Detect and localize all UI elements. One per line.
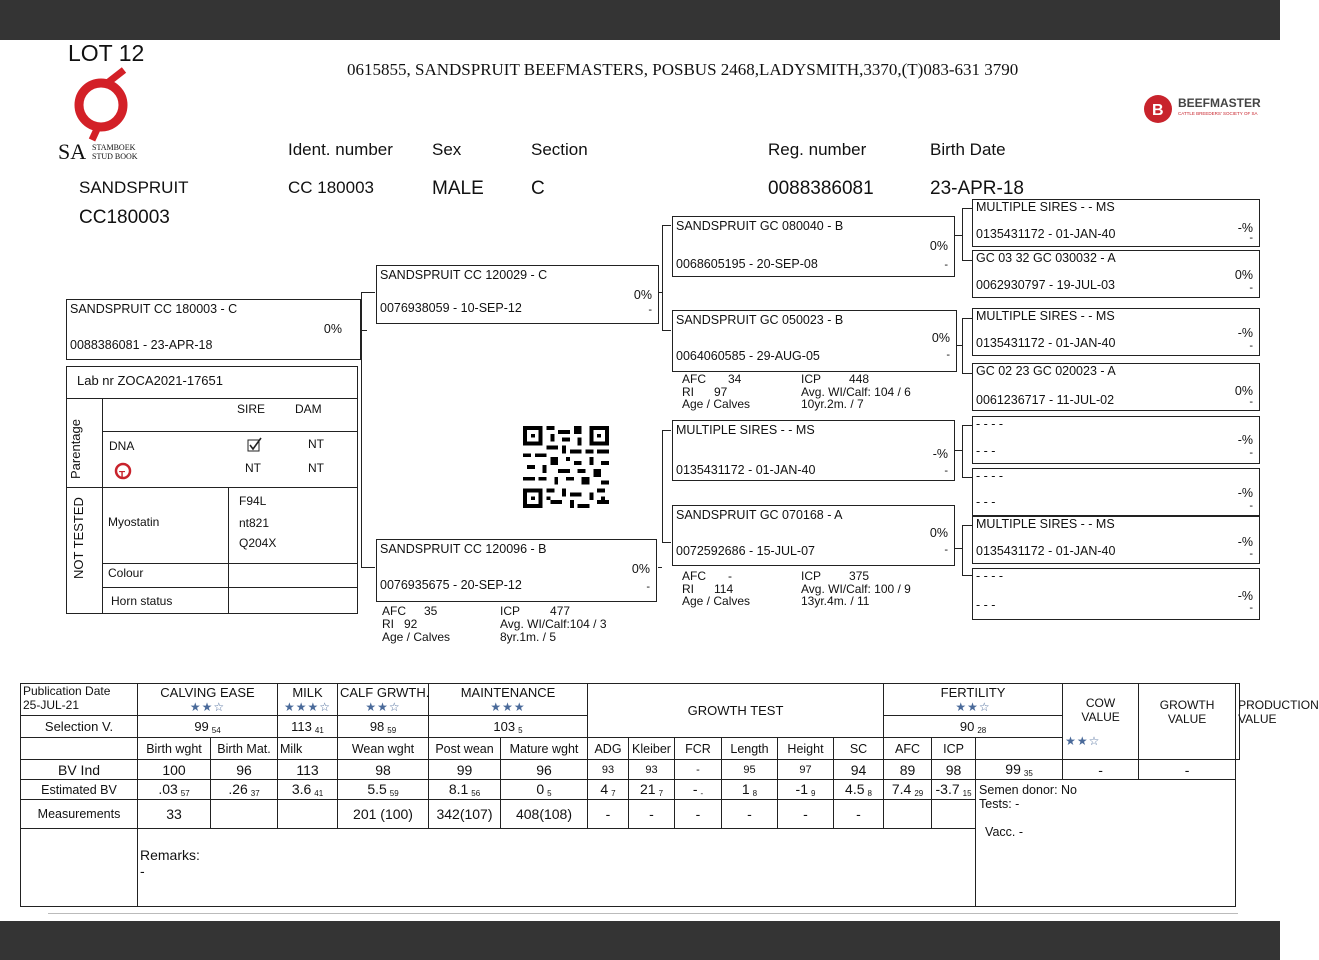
pedigree-gg-2	[972, 250, 1260, 298]
ds-dash: -	[944, 465, 948, 477]
selection-ce: 99 $_{54}$	[138, 716, 278, 738]
est-cell: 5.5 $_{59}$	[338, 780, 429, 800]
connector	[361, 292, 362, 567]
col-kleiber: Kleiber	[629, 738, 675, 760]
milk-stars: ★★★☆	[283, 700, 332, 715]
meas-cell	[278, 800, 338, 828]
g6-pct: -%	[1237, 486, 1253, 500]
cow-value-stars: ★★☆	[1065, 734, 1101, 748]
fertility-header	[884, 684, 1063, 716]
selection-fert: 90 $_{28}$	[884, 716, 1063, 738]
bv-ind-cell: -	[675, 760, 722, 780]
myostatin-f94l: F94L	[239, 494, 267, 508]
horn-status-label: Horn status	[111, 594, 173, 608]
bv-ind-cell: 95	[722, 760, 778, 780]
parentage-label: Parentage	[68, 419, 83, 479]
beefmaster-small-text: CATTLE BREEDERS' SOCIETY OF SA	[1178, 111, 1258, 116]
publication-date: 25-JUL-21	[23, 698, 80, 712]
bv-ind-cell: 98	[338, 760, 429, 780]
studbook-line1: STAMBOEK	[92, 143, 136, 152]
meas-cell: -	[778, 800, 834, 828]
self-id: 0088386081 - 23-APR-18	[70, 338, 213, 352]
pedigree-self	[66, 299, 361, 360]
production-value-header: PRODUCTION VALUE	[1236, 684, 1240, 760]
est-cell: 1 $_8$	[722, 780, 778, 800]
lab-number: Lab nr ZOCA2021-17651	[77, 373, 223, 388]
sd-afc: AFC 34	[682, 372, 742, 386]
connector	[662, 225, 671, 226]
dam-age: 8yr.1m. / 5	[500, 630, 557, 644]
pedigree-gg-1	[972, 199, 1260, 247]
meas-cell: 408(108)	[501, 800, 588, 828]
calving-ease-stars: ★★☆	[189, 700, 226, 715]
selection-maint: 103 $_5$	[429, 716, 588, 738]
connector	[662, 330, 671, 331]
birth-label: Birth Date	[930, 140, 1006, 159]
birth-value: 23-APR-18	[930, 178, 1024, 199]
meas-cell: -	[722, 800, 778, 828]
bv-ind-label: BV Ind	[21, 760, 138, 780]
ident-label: Ident. number	[288, 140, 393, 159]
footer-rule	[48, 913, 1238, 914]
breeding-values-table	[20, 683, 1319, 907]
g1-dash: -	[1249, 232, 1253, 244]
g4-dash: -	[1249, 396, 1253, 408]
gt-dam-value: NT	[308, 461, 324, 475]
animal-name: SANDSPRUIT	[79, 178, 189, 197]
dd-dash: -	[944, 544, 948, 556]
dam-ri: RI 92	[382, 617, 418, 631]
g5-id: - - -	[976, 444, 996, 458]
ident-value: CC 180003	[288, 178, 375, 197]
dam-avg: Avg. WI/Calf:104 / 3	[500, 617, 607, 631]
notes-cell	[976, 780, 1236, 907]
calving-ease-label: CALVING EASE	[160, 685, 255, 701]
sd-icp: ICP 448	[801, 372, 870, 386]
bv-ind-cell: 94	[834, 760, 884, 780]
connector	[962, 575, 972, 576]
g6-dash: -	[1249, 500, 1253, 512]
bv-ind-cell: 99	[429, 760, 501, 780]
selection-milk: 113 $_{41}$	[278, 716, 338, 738]
pedigree-gg-6	[972, 468, 1260, 516]
bv-ind-cell: 93	[629, 760, 675, 780]
myostatin-q204x: Q204X	[239, 536, 277, 550]
col-wean-wght: Wean wght	[338, 738, 429, 760]
pedigree-gg-7	[972, 516, 1260, 564]
bv-ind-cell: 113	[278, 760, 338, 780]
pedigree-dam-sire	[672, 420, 955, 481]
col-sc: SC	[834, 738, 884, 760]
bv-ind-growth-value: -	[1063, 760, 1139, 780]
dam-header: DAM	[295, 402, 322, 416]
dna-label: DNA	[109, 439, 135, 453]
selection-cg: 98 $_{59}$	[338, 716, 429, 738]
meas-cell: -	[588, 800, 629, 828]
calf-growth-header	[338, 684, 429, 716]
ss-name: SANDSPRUIT GC 080040 - B	[676, 219, 844, 233]
dd-avg: Avg. WI/Calf: 100 / 9	[801, 582, 911, 596]
connector	[662, 430, 663, 542]
myostatin-nt821: nt821	[239, 516, 270, 530]
dd-age: 13yr.4m. / 11	[801, 594, 870, 608]
est-cell: 4 $_7$	[588, 780, 629, 800]
sd-id: 0064060585 - 29-AUG-05	[676, 349, 820, 363]
semen-donor: Semen donor: No	[979, 783, 1078, 798]
connector	[955, 235, 962, 236]
connector	[962, 373, 972, 374]
pedigree-dam	[376, 539, 657, 602]
g2-name: GC 03 32 GC 030032 - A	[976, 251, 1116, 265]
sire-name: SANDSPRUIT CC 120029 - C	[380, 268, 548, 282]
dd-age-label: Age / Calves	[682, 594, 751, 608]
bv-ind-production-value: -	[1139, 760, 1236, 780]
g3-id: 0135431172 - 01-JAN-40	[976, 336, 1116, 350]
bv-ind-cell: 100	[138, 760, 211, 780]
g8-name: - - - -	[976, 569, 1004, 583]
pedigree-sire	[376, 265, 659, 324]
beefmaster-logo	[1143, 94, 1268, 126]
pedigree-gg-3	[972, 308, 1260, 356]
sire-dash: -	[648, 304, 652, 316]
divider	[67, 398, 357, 399]
sd-age: 10yr.2m. / 7	[801, 397, 864, 411]
col-milk: Milk	[278, 738, 338, 760]
self-pct: 0%	[323, 322, 342, 336]
bv-ind-cell: 98	[932, 760, 976, 780]
col-icp: ICP	[932, 738, 976, 760]
sire-id: 0076938059 - 10-SEP-12	[380, 301, 522, 315]
sd-dash: -	[946, 349, 950, 361]
animal-code: CC180003	[79, 207, 170, 228]
calf-growth-stars: ★★☆	[365, 700, 401, 715]
publication-label: Publication Date	[23, 684, 111, 698]
pedigree-gg-5	[972, 416, 1260, 464]
connector	[955, 548, 962, 549]
ss-id: 0068605195 - 20-SEP-08	[676, 257, 818, 271]
est-cell: 0 $_5$	[501, 780, 588, 800]
fertility-stars: ★★☆	[955, 700, 991, 715]
bv-ind-cell: 97	[778, 760, 834, 780]
connector	[662, 225, 663, 330]
connector	[962, 208, 972, 209]
g7-pct: -%	[1237, 535, 1253, 549]
pedigree-dam-dam	[672, 505, 955, 566]
dd-id: 0072592686 - 15-JUL-07	[676, 544, 815, 558]
est-cell: -1 $_9$	[778, 780, 834, 800]
tests: Tests: -	[979, 797, 1020, 812]
gt-sire-value: NT	[245, 461, 261, 475]
svg-text:T: T	[119, 470, 126, 481]
ds-pct: -%	[932, 447, 948, 461]
connector	[361, 567, 375, 568]
est-cell: .03 $_{57}$	[138, 780, 211, 800]
col-birth-wght: Birth wght	[138, 738, 211, 760]
connector	[962, 525, 972, 526]
est-cell: 4.5 $_8$	[834, 780, 884, 800]
bv-ind-cell: 93	[588, 760, 629, 780]
connector	[962, 525, 963, 575]
growth-test-header: GROWTH TEST	[588, 684, 884, 738]
meas-cell: 342(107)	[429, 800, 501, 828]
connector	[962, 425, 972, 426]
connector	[962, 477, 972, 478]
dam-stats: AFC 35	[382, 604, 438, 618]
colour-label: Colour	[108, 566, 144, 580]
g5-pct: -%	[1237, 433, 1253, 447]
section-label: Section	[531, 140, 588, 159]
col-height: Height	[778, 738, 834, 760]
sd-pct: 0%	[931, 331, 950, 345]
sd-ri: RI 97	[682, 385, 728, 399]
col-afc: AFC	[884, 738, 932, 760]
est-cell: 21 $_7$	[629, 780, 675, 800]
col-mature-wght: Mature wght	[501, 738, 588, 760]
connector	[662, 542, 671, 543]
g7-dash: -	[1249, 548, 1253, 560]
dam-icp: ICP 477	[500, 604, 571, 618]
section-value: C	[531, 178, 545, 199]
calving-ease-header	[138, 684, 278, 716]
myostatin-label: Myostatin	[108, 515, 160, 529]
col-fcr: FCR	[675, 738, 722, 760]
est-cell: 7.4 $_{29}$	[884, 780, 932, 800]
g1-id: 0135431172 - 01-JAN-40	[976, 227, 1116, 241]
dam-age-label: Age / Calves	[382, 630, 451, 644]
maintenance-header	[429, 684, 588, 716]
remarks-label: Remarks:	[140, 846, 200, 863]
pedigree-gg-8	[972, 568, 1260, 620]
meas-cell	[932, 800, 976, 828]
est-cell: 3.6 $_{41}$	[278, 780, 338, 800]
milk-label: MILK	[292, 685, 323, 701]
meas-cell: -	[675, 800, 722, 828]
publication-cell	[21, 684, 138, 716]
divider	[228, 487, 229, 614]
qr-code-icon	[522, 426, 610, 508]
connector	[361, 292, 375, 293]
pedigree-sire-sire	[672, 216, 955, 277]
not-tested-label: NOT TESTED	[71, 497, 86, 579]
dam-name: SANDSPRUIT CC 120096 - B	[380, 542, 547, 556]
g5-name: - - - -	[976, 417, 1004, 431]
ds-name: MULTIPLE SIRES - - MS	[676, 423, 815, 437]
g8-dash: -	[1249, 602, 1253, 614]
growth-value-header: GROWTH VALUE	[1139, 684, 1236, 760]
ss-pct: 0%	[929, 239, 948, 253]
bottom-bar	[0, 921, 1280, 960]
pedigree-sire-dam	[672, 310, 957, 372]
dd-afc: AFC -	[682, 569, 732, 583]
connector	[361, 330, 367, 331]
sa-studbook-logo	[58, 72, 158, 167]
self-name: SANDSPRUIT CC 180003 - C	[70, 302, 238, 316]
sd-age-label: Age / Calves	[682, 397, 751, 411]
divider	[67, 487, 357, 488]
est-cell: - $_-$	[675, 780, 722, 800]
lab-panel	[66, 366, 358, 614]
vaccination: Vacc. -	[985, 825, 1024, 840]
lot-number: LOT 12	[68, 40, 145, 66]
g5-dash: -	[1249, 447, 1253, 459]
dd-icp: ICP 375	[801, 569, 870, 583]
divider	[102, 563, 357, 564]
measurements-label: Measurements	[21, 800, 138, 828]
fertility-label: FERTILITY	[940, 685, 1006, 701]
meas-cell	[884, 800, 932, 828]
estimated-bv-label: Estimated BV	[21, 780, 138, 800]
sex-label: Sex	[432, 140, 462, 159]
reg-value: 0088386081	[768, 178, 874, 199]
g6-id: - - -	[976, 495, 996, 509]
meas-cell: -	[629, 800, 675, 828]
dam-pct: 0%	[631, 562, 650, 576]
connector	[962, 260, 972, 261]
checkbox-checked-icon	[247, 437, 263, 453]
col-adg: ADG	[588, 738, 629, 760]
beefmaster-logo-text: BEEFMASTER	[1178, 96, 1261, 110]
connector	[955, 450, 962, 451]
meas-cell: -	[834, 800, 884, 828]
connector	[962, 318, 972, 319]
maintenance-label: MAINTENANCE	[460, 685, 556, 701]
dd-name: SANDSPRUIT GC 070168 - A	[676, 508, 843, 522]
dam-id: 0076935675 - 20-SEP-12	[380, 578, 522, 592]
gt-lab-logo-icon	[113, 461, 135, 483]
dd-ri: RI 114	[682, 582, 734, 596]
connector	[662, 430, 671, 431]
studbook-line2: STUD BOOK	[92, 152, 138, 161]
sa-logo-text: SA	[58, 139, 87, 164]
col-length: Length	[722, 738, 778, 760]
beefmaster-b-icon	[1143, 94, 1173, 124]
sire-pct: 0%	[633, 288, 652, 302]
g4-name: GC 02 23 GC 020023 - A	[976, 364, 1116, 378]
sd-avg: Avg. WI/Calf: 104 / 6	[801, 385, 911, 399]
g6-name: - - - -	[976, 469, 1004, 483]
g3-name: MULTIPLE SIRES - - MS	[976, 309, 1115, 323]
remarks-cell	[138, 828, 976, 906]
dna-dam-value: NT	[308, 437, 324, 451]
col-birth-mat: Birth Mat.	[211, 738, 278, 760]
est-cell: -3.7 $_{15}$	[932, 780, 976, 800]
breeder-line: 0615855, SANDSPRUIT BEEFMASTERS, POSBUS 2468,LADYSMITH,3370,(T)083-631 3790	[347, 60, 1019, 79]
g8-id: - - -	[976, 598, 996, 612]
connector	[962, 318, 963, 373]
est-cell: 8.1 $_{56}$	[429, 780, 501, 800]
g1-pct: -%	[1237, 221, 1253, 235]
g2-dash: -	[1249, 282, 1253, 294]
g2-id: 0062930797 - 19-JUL-03	[976, 278, 1115, 292]
bv-ind-cell: 89	[884, 760, 932, 780]
col-header-blank	[21, 738, 138, 760]
g3-dash: -	[1249, 340, 1253, 352]
meas-cell: 33	[138, 800, 211, 828]
cow-value-label: COW VALUE	[1081, 696, 1120, 724]
connector	[658, 567, 662, 568]
dam-dash: -	[646, 581, 650, 593]
remarks-blank	[21, 828, 138, 906]
remarks-value: -	[140, 862, 145, 879]
dd-pct: 0%	[929, 526, 948, 540]
divider	[102, 587, 357, 588]
g2-pct: 0%	[1234, 268, 1253, 282]
bv-ind-cell: 96	[211, 760, 278, 780]
connector	[962, 208, 963, 260]
ds-id: 0135431172 - 01-JAN-40	[676, 463, 816, 477]
milk-header	[278, 684, 338, 716]
reg-label: Reg. number	[768, 140, 867, 159]
sex-value: MALE	[432, 178, 484, 199]
cow-value-header	[1063, 684, 1139, 760]
col-post-wean: Post wean	[429, 738, 501, 760]
divider	[102, 431, 357, 432]
g4-pct: 0%	[1234, 384, 1253, 398]
g3-pct: -%	[1237, 326, 1253, 340]
meas-cell: 201 (100)	[338, 800, 429, 828]
bv-ind-cow-value: 99 $_{35}$	[976, 760, 1063, 780]
est-cell: .26 $_{37}$	[211, 780, 278, 800]
maintenance-stars: ★★★	[490, 700, 526, 715]
sire-header: SIRE	[237, 402, 266, 416]
g8-pct: -%	[1237, 589, 1253, 603]
top-bar	[0, 0, 1280, 40]
g1-name: MULTIPLE SIRES - - MS	[976, 200, 1115, 214]
calf-growth-label: CALF GRWTH.	[340, 685, 430, 701]
connector	[962, 425, 963, 477]
g7-name: MULTIPLE SIRES - - MS	[976, 517, 1115, 531]
g4-id: 0061236717 - 11-JUL-02	[976, 393, 1115, 407]
sd-name: SANDSPRUIT GC 050023 - B	[676, 313, 844, 327]
pedigree-gg-4	[972, 363, 1260, 411]
selection-label: Selection V.	[21, 716, 138, 738]
ss-dash: -	[944, 259, 948, 271]
g7-id: 0135431172 - 01-JAN-40	[976, 544, 1116, 558]
svg-text:B: B	[1152, 102, 1164, 119]
bv-ind-cell: 96	[501, 760, 588, 780]
meas-cell	[211, 800, 278, 828]
